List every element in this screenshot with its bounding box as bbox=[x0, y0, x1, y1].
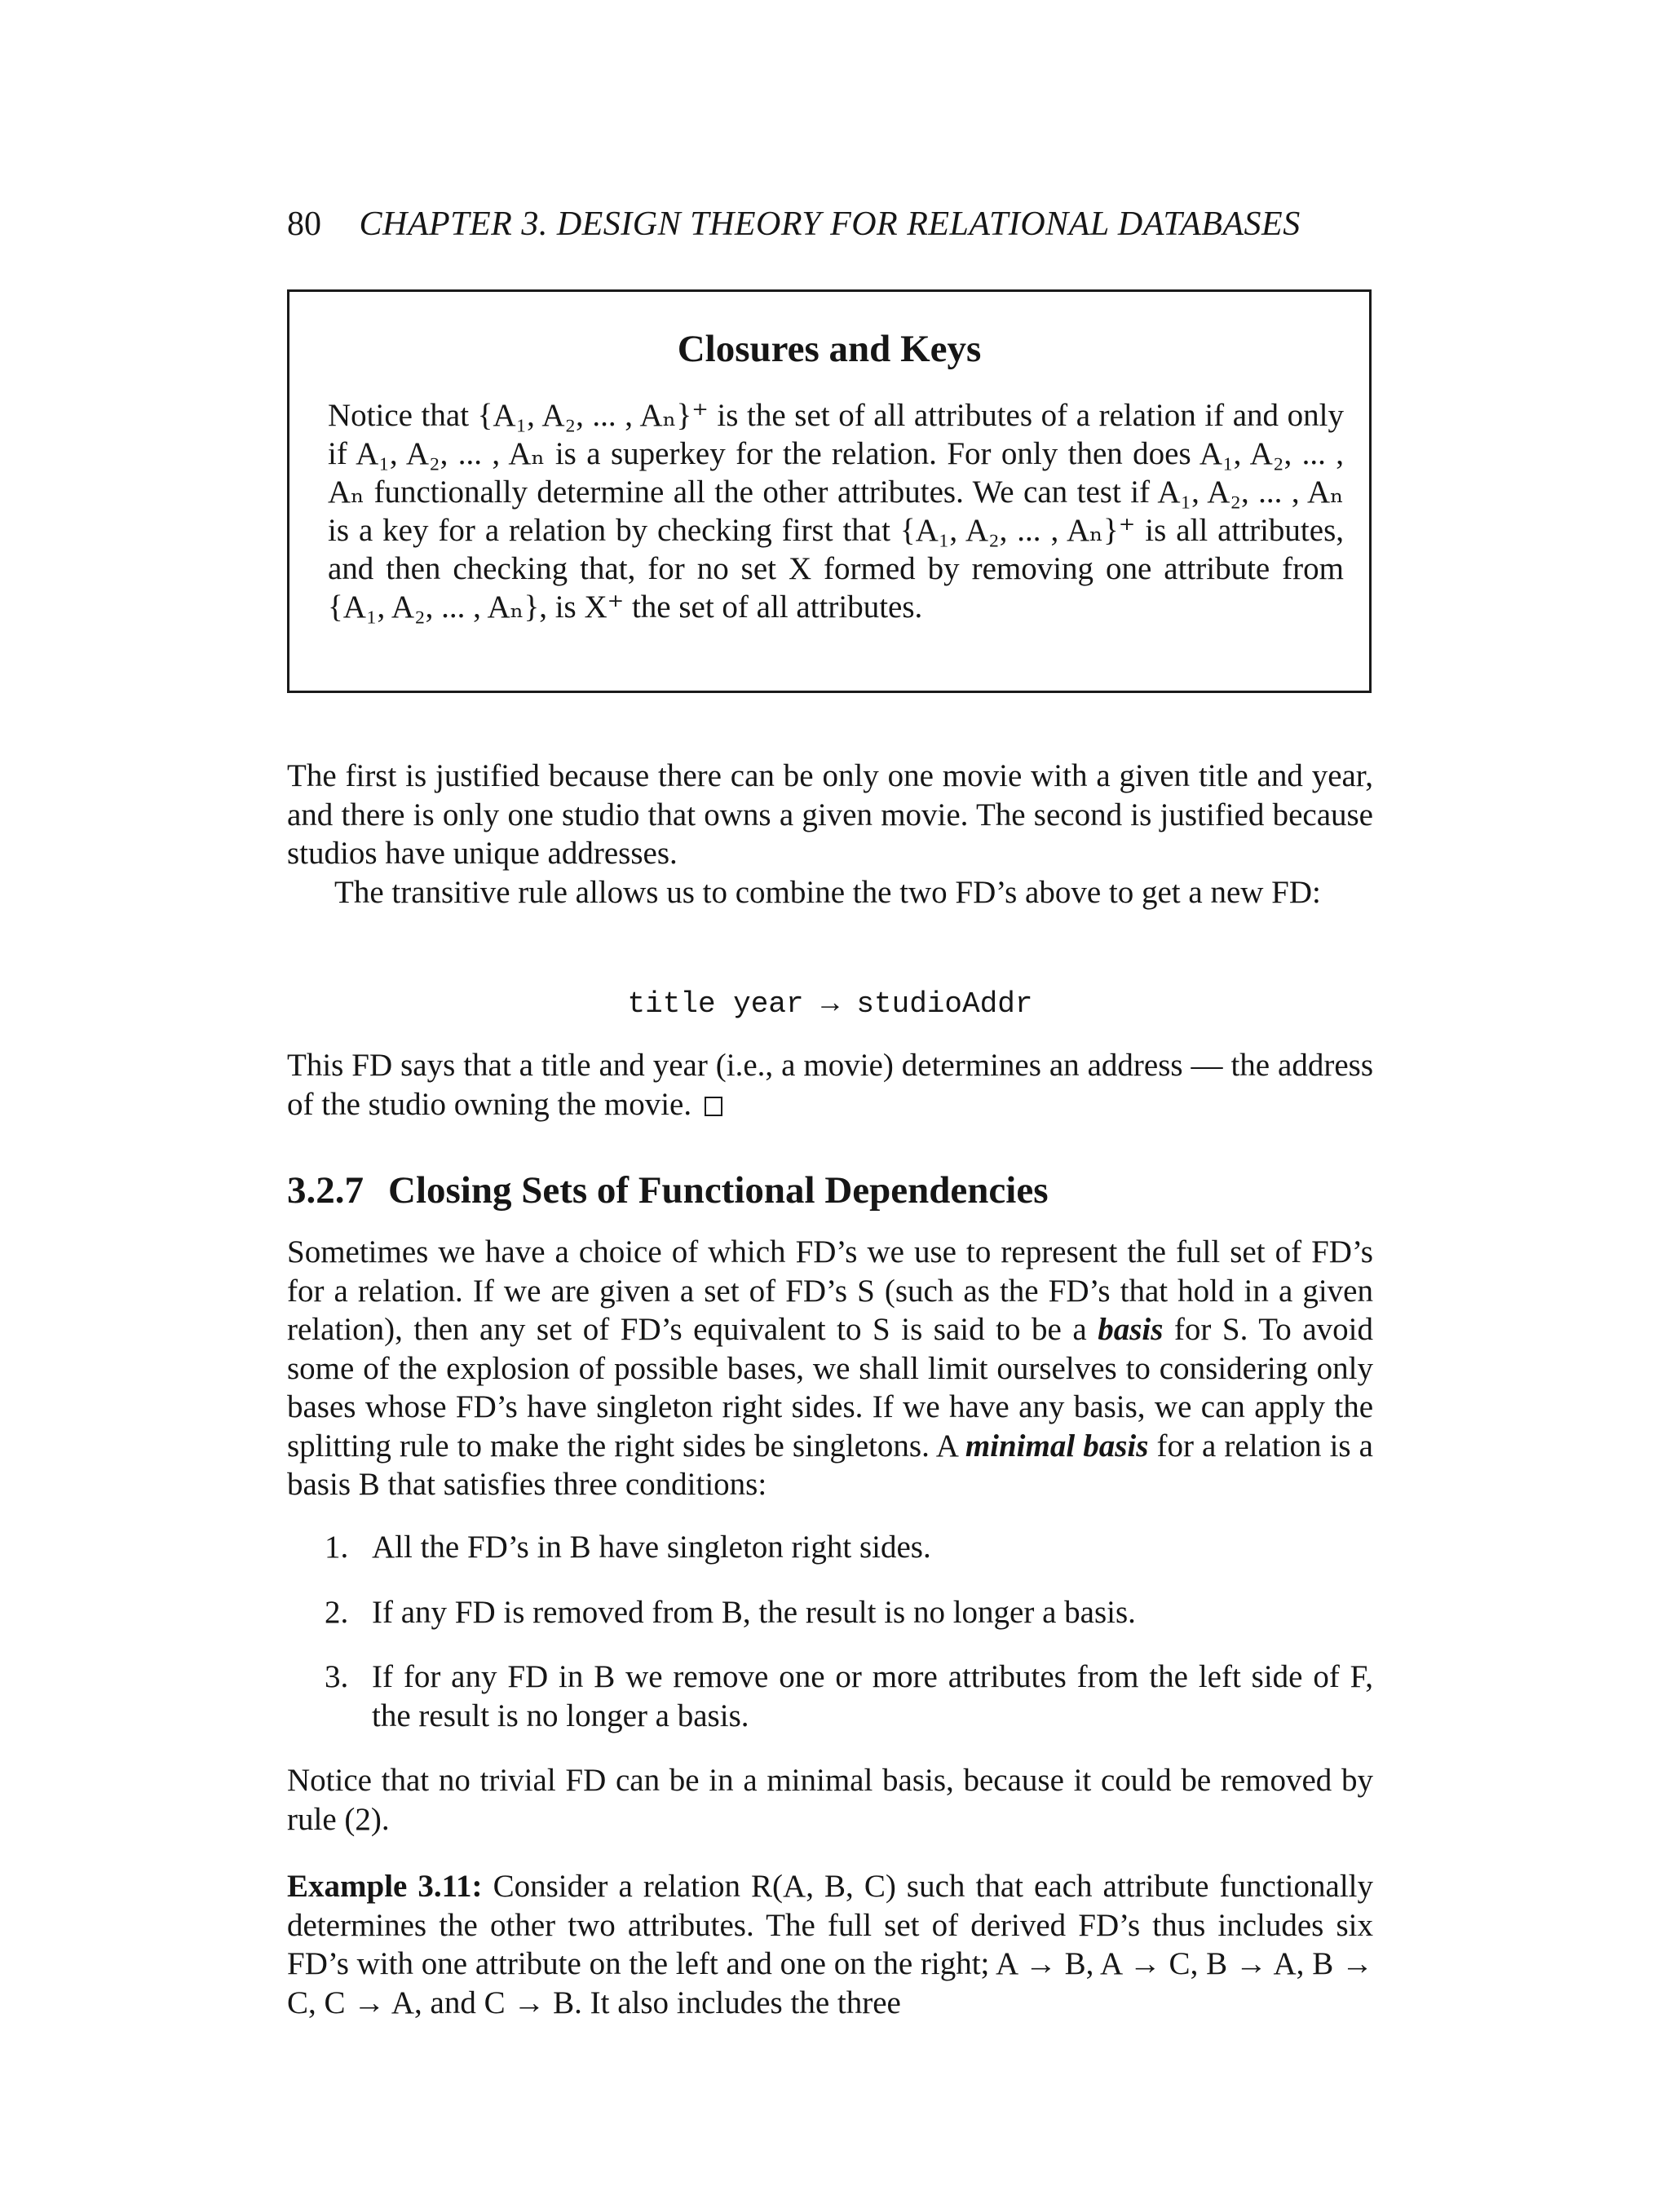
justification-text: The first is justified because there can be only one movie with a given title and year, and there is only one studio that owns a given movie. The second is justified because studios have unique addresses. bbox=[287, 758, 1373, 871]
conditions-list bbox=[287, 1528, 1373, 1761]
condition-marker: 1. bbox=[325, 1530, 349, 1565]
intro-text-1: Sometimes we have a choice of which FD’s we use to represent the full set of FD’s for a relation. If we are given a set of FD’s S (such as the FD’s that hold in a given relation), then any set of FD’s equivalent to S is said to be a bbox=[287, 1234, 1373, 1347]
trivial-note-text: Notice that no trivial FD can be in a minimal basis, because it could be removed by rule (2). bbox=[287, 1763, 1373, 1837]
example-label: Example 3.11: bbox=[287, 1869, 483, 1904]
condition-item bbox=[287, 1593, 1373, 1632]
fd-display: title year → studioAddr bbox=[627, 987, 1033, 1021]
box-body: Notice that {A₁, A₂, ... , Aₙ}⁺ is the set of all attributes of a relation if and only if A₁, A₂, ... , Aₙ is a superkey for the relation. For only then does A₁, A₂, ... , Aₙ functionally determine all the other attributes. We can test if A₁, A₂, ... , Aₙ is a key for a relation by checking first that {A₁, A₂, ... , Aₙ}⁺ is all attributes, and then checking that, for no set X formed by removing one attribute from {A₁, A₂, ... , Aₙ}, is X⁺ the set of all attributes. bbox=[328, 398, 1344, 625]
page-number: 80 bbox=[287, 205, 321, 243]
term-minimal-basis: minimal basis bbox=[965, 1428, 1149, 1464]
condition-marker: 2. bbox=[325, 1594, 349, 1630]
example-paragraph bbox=[287, 1867, 1373, 2022]
section-title: Closing Sets of Functional Dependencies bbox=[388, 1169, 1049, 1212]
closures-and-keys-box bbox=[287, 289, 1372, 693]
fd-meaning-paragraph bbox=[287, 1046, 1373, 1124]
section-intro-paragraph bbox=[287, 1233, 1373, 1504]
box-title: Closures and Keys bbox=[677, 328, 982, 370]
condition-text: If any FD is removed from B, the result is no longer a basis. bbox=[372, 1594, 1136, 1630]
running-header bbox=[287, 204, 1380, 245]
term-basis: basis bbox=[1098, 1312, 1164, 1347]
example-text: Consider a relation R(A, B, C) such that each attribute functionally determines the other two attributes. The full set of derived FD’s thus includes six FD’s with one attribute on the left and one on the right; A → B, A → C, B → A, B → C, C → A, and C → B. It also includes the three bbox=[287, 1869, 1374, 2020]
section-heading bbox=[287, 1168, 1049, 1213]
fd-meaning-text: This FD says that a title and year (i.e., a movie) determines an address — the address of the studio owning the movie. bbox=[287, 1048, 1373, 1122]
section-number: 3.2.7 bbox=[287, 1169, 364, 1212]
condition-item bbox=[287, 1528, 1373, 1567]
intro-text-3: for a relation is a basis B that satisfies three conditions: bbox=[287, 1428, 1373, 1502]
condition-item bbox=[287, 1658, 1373, 1735]
condition-text: If for any FD in B we remove one or more attributes from the left side of F, the result is no longer a basis. bbox=[372, 1659, 1373, 1733]
condition-marker: 3. bbox=[325, 1659, 349, 1694]
trivial-note-paragraph bbox=[287, 1761, 1373, 1839]
transitive-text: The transitive rule allows us to combine the two FD’s above to get a new FD: bbox=[334, 874, 1321, 910]
intro-text-2: for S. To avoid some of the explosion of possible bases, we shall limit ourselves to considering only bases whose FD’s have singleton right sides. If we have any basis, we can apply the splitting rule to make the right sides be singletons. A bbox=[287, 1312, 1373, 1464]
end-of-example-box bbox=[705, 1097, 722, 1116]
condition-text: All the FD’s in B have singleton right sides. bbox=[372, 1530, 931, 1565]
chapter-title: CHAPTER 3. DESIGN THEORY FOR RELATIONAL DATABASES bbox=[359, 205, 1301, 243]
justification-paragraph bbox=[287, 757, 1373, 912]
